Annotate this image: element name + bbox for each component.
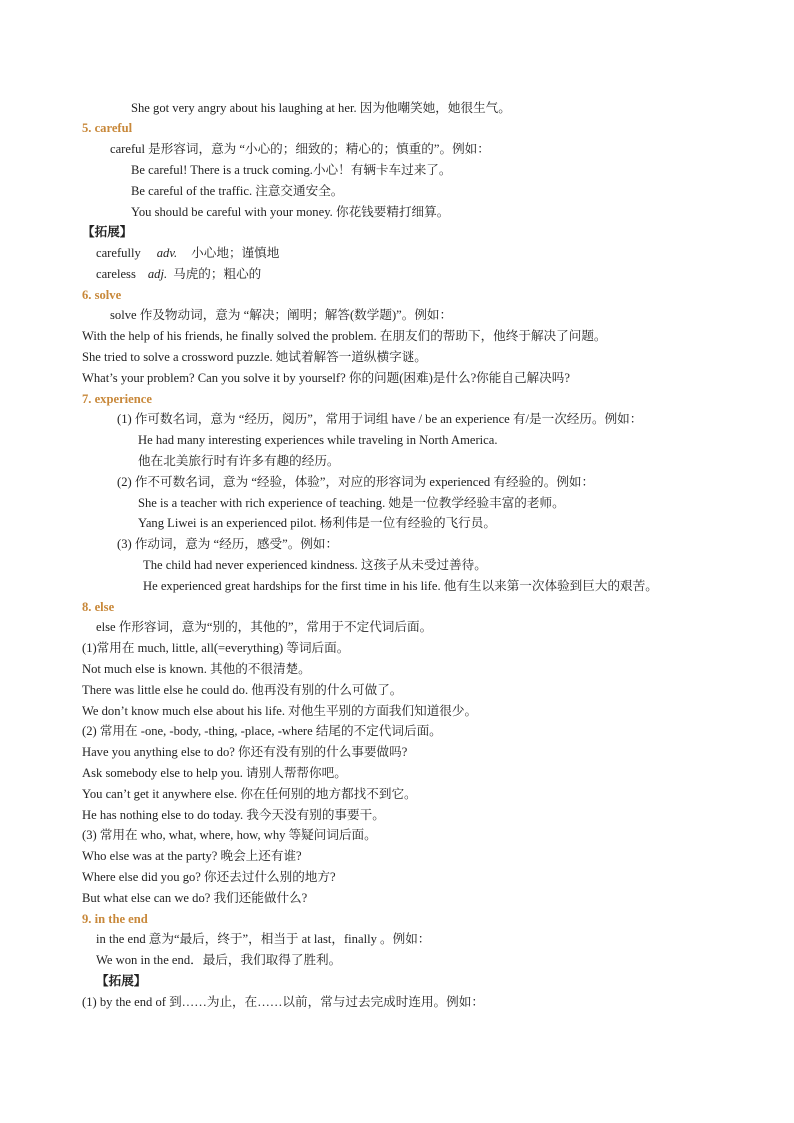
word: careless [96,267,136,281]
section-heading-careful: 5. careful [82,121,133,135]
related-word [96,266,261,282]
usage-point: (1) by the end of 到……为止，在……以前，常与过去完成时连用。例如： [82,995,484,1009]
usage-point: (1) 作可数名词，意为 “经历，阅历”，常用于词组 have / be an experience 有/是一次经历。例如： [117,412,643,426]
example-sentence: She got very angry about his laughing at her. 因为他嘲笑她，她很生气。 [131,101,511,115]
example-sentence: She tried to solve a crossword puzzle. 她试着解答一道纵横字谜。 [82,350,427,364]
definition-text: solve 作及物动词，意为 “解决；阐明；解答(数学题)”。例如： [110,308,453,322]
example-sentence: We don’t know much else about his life. 对他生平别的方面我们知道很少。 [82,704,478,718]
usage-point: (3) 作动词，意为 “经历，感受”。例如： [117,537,339,551]
example-sentence: Where else did you go? 你还去过什么别的地方? [82,870,336,884]
definition-text: in the end 意为“最后，终于”，相当于 at last，finally 。例如： [96,932,431,946]
usage-point: (2) 作不可数名词，意为 “经验，体验”，对应的形容词为 experienced 有经验的。例如： [117,475,595,489]
section-heading-experience: 7. experience [82,392,152,406]
example-sentence: There was little else he could do. 他再没有别的什么可做了。 [82,683,403,697]
extension-label: 【拓展】 [82,225,133,239]
example-sentence: You can’t get it anywhere else. 你在任何别的地方都找不到它。 [82,787,417,801]
part-of-speech: adj. [147,267,168,281]
word: carefully [96,246,141,260]
example-sentence: But what else can we do? 我们还能做什么? [82,891,308,905]
usage-point: (2) 常用在 -one, -body, -thing, -place, -where 结尾的不定代词后面。 [82,724,442,738]
word-meaning: 马虎的；粗心的 [173,267,262,281]
definition-text: careful 是形容词，意为 “小心的；细致的；精心的；慎重的”。例如： [110,142,490,156]
example-sentence: He has nothing else to do today. 我今天没有别的事要干。 [82,808,385,822]
definition-text: else 作形容词，意为“别的，其他的”，常用于不定代词后面。 [96,620,433,634]
example-sentence: Be careful! There is a truck coming.小心！有辆卡车过来了。 [131,163,452,177]
example-sentence: The child had never experienced kindness. 这孩子从未受过善待。 [143,558,487,572]
example-sentence: She is a teacher with rich experience of teaching. 她是一位教学经验丰富的老师。 [138,496,565,510]
example-sentence: Have you anything else to do? 你还有没有别的什么事要做吗? [82,745,408,759]
example-sentence: Be careful of the traffic. 注意交通安全。 [131,184,344,198]
part-of-speech: adv. [156,246,178,260]
example-sentence: He experienced great hardships for the first time in his life. 他有生以来第一次体验到巨大的艰苦。 [143,579,658,593]
usage-point: (3) 常用在 who, what, where, how, why 等疑问词后面。 [82,828,377,842]
example-sentence: What’s your problem? Can you solve it by yourself? 你的问题(困难)是什么?你能自己解决吗? [82,371,570,385]
example-sentence: With the help of his friends, he finally solved the problem. 在朋友们的帮助下，他终于解决了问题。 [82,329,607,343]
example-sentence: Not much else is known. 其他的不很清楚。 [82,662,311,676]
example-translation: 他在北美旅行时有许多有趣的经历。 [138,454,340,468]
related-word [96,245,279,261]
word-meaning: 小心地；谨慎地 [191,246,280,260]
example-sentence: You should be careful with your money. 你花钱要精打细算。 [131,205,450,219]
section-heading-in-the-end: 9. in the end [82,912,148,926]
example-sentence: Who else was at the party? 晚会上还有谁? [82,849,302,863]
example-sentence: Yang Liwei is an experienced pilot. 杨利伟是一位有经验的飞行员。 [138,516,496,530]
extension-label: 【拓展】 [96,974,147,988]
section-heading-solve: 6. solve [82,288,122,302]
example-sentence: He had many interesting experiences while traveling in North America. [138,433,498,447]
example-sentence: Ask somebody else to help you. 请别人帮帮你吧。 [82,766,347,780]
section-heading-else: 8. else [82,600,115,614]
usage-point: (1)常用在 much, little, all(=everything) 等词后面。 [82,641,350,655]
example-sentence: We won in the end．最后，我们取得了胜利。 [96,953,342,967]
